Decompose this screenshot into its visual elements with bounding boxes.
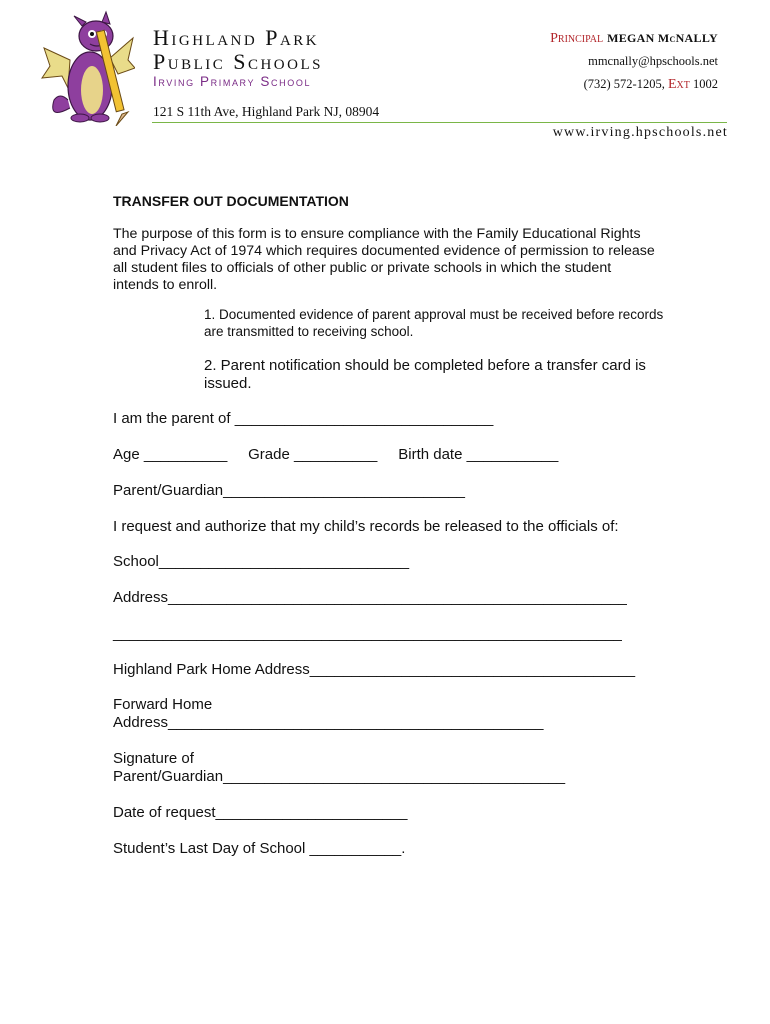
- signature-field: Parent/Guardian_________________________________________: [113, 768, 566, 785]
- authorization-statement: I request and authorize that my child’s records be released to the officials of:: [113, 518, 619, 535]
- school-district-name: [153, 26, 323, 74]
- principal-name: MEGAN McNALLY: [607, 31, 718, 45]
- age-grade-birth-fields: Age __________ Grade __________ Birth date ___________: [113, 446, 559, 463]
- principal-line: [550, 27, 718, 50]
- sub-school-name: Irving Primary School: [153, 74, 312, 89]
- address-continued-field: _____________________________________________________________: [113, 625, 622, 642]
- header-divider: [152, 122, 727, 123]
- home-address-field: Highland Park Home Address_______________________________________: [113, 661, 636, 678]
- signature-label: Signature of: [113, 750, 194, 767]
- dragon-mascot-logo: [40, 8, 135, 126]
- forward-home-label: Forward Home: [113, 696, 213, 713]
- parent-of-field: I am the parent of _______________________________: [113, 410, 494, 427]
- requirement-item-2: 2. Parent notification should be completed before a transfer card is issued.: [204, 357, 646, 392]
- phone-line: [550, 73, 718, 96]
- email: mmcnally@hpschools.net: [588, 54, 718, 68]
- school-name-line2: Public Schools: [153, 49, 323, 74]
- contact-block: [550, 27, 718, 96]
- date-of-request-field: Date of request_______________________: [113, 804, 408, 821]
- address-field: Address_______________________________________________________: [113, 589, 627, 606]
- ext-label: Ext: [667, 77, 690, 92]
- school-address: 121 S 11th Ave, Highland Park NJ, 08904: [153, 104, 380, 119]
- forward-home-address-field: Address_____________________________________________: [113, 714, 544, 731]
- school-field: School______________________________: [113, 553, 410, 570]
- school-name-line1: Highland Park: [153, 25, 320, 50]
- purpose-paragraph: The purpose of this form is to ensure compliance with the Family Educational Rights and Privacy Act of 1974 which requires documented evidence of permission to release all student files to officials of other public or private schools in which the student intends to enroll.: [113, 226, 655, 293]
- website: www.irving.hpschools.net: [552, 125, 728, 140]
- principal-label: Principal: [550, 31, 604, 46]
- last-day-field: Student’s Last Day of School ___________.: [113, 840, 406, 857]
- form-title: TRANSFER OUT DOCUMENTATION: [113, 193, 349, 209]
- parent-guardian-field: Parent/Guardian_____________________________: [113, 482, 465, 499]
- ext-number: 1002: [689, 77, 718, 91]
- requirement-item-1: 1. Documented evidence of parent approval must be received before records are transmitted to receiving school.: [204, 307, 664, 339]
- phone: (732) 572-1205,: [583, 77, 668, 91]
